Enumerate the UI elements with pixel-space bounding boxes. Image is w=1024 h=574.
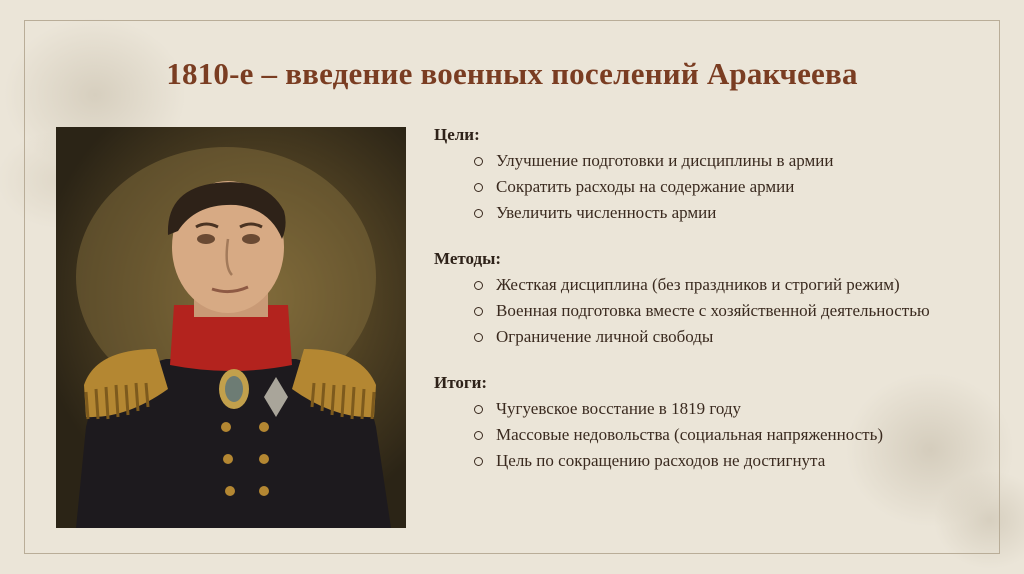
portrait-image [56,127,406,528]
slide-title: 1810-е – введение военных поселений Аракчеева [166,56,858,91]
list-item: Улучшение подготовки и дисциплины в армии [434,148,994,174]
portrait-illustration [56,127,406,528]
bullet-list [434,396,994,474]
content-panel [434,122,994,474]
list-item: Цель по сокращению расходов не достигнута [434,448,994,474]
list-item: Чугуевское восстание в 1819 году [434,396,994,422]
list-item: Сократить расходы на содержание армии [434,174,994,200]
section-heading: Цели: [434,125,480,144]
section-goals [434,122,994,226]
list-item: Массовые недовольства (социальная напряженность) [434,422,994,448]
list-item: Ограничение личной свободы [434,324,994,350]
list-item: Военная подготовка вместе с хозяйственной деятельностью [434,298,966,324]
list-item: Увеличить численность армии [434,200,994,226]
bullet-list [434,148,994,226]
section-results [434,370,994,474]
bullet-list [434,272,994,350]
section-methods [434,246,994,350]
section-heading: Итоги: [434,373,488,392]
section-heading: Методы: [434,249,502,268]
list-item: Жесткая дисциплина (без праздников и строгий режим) [434,272,966,298]
